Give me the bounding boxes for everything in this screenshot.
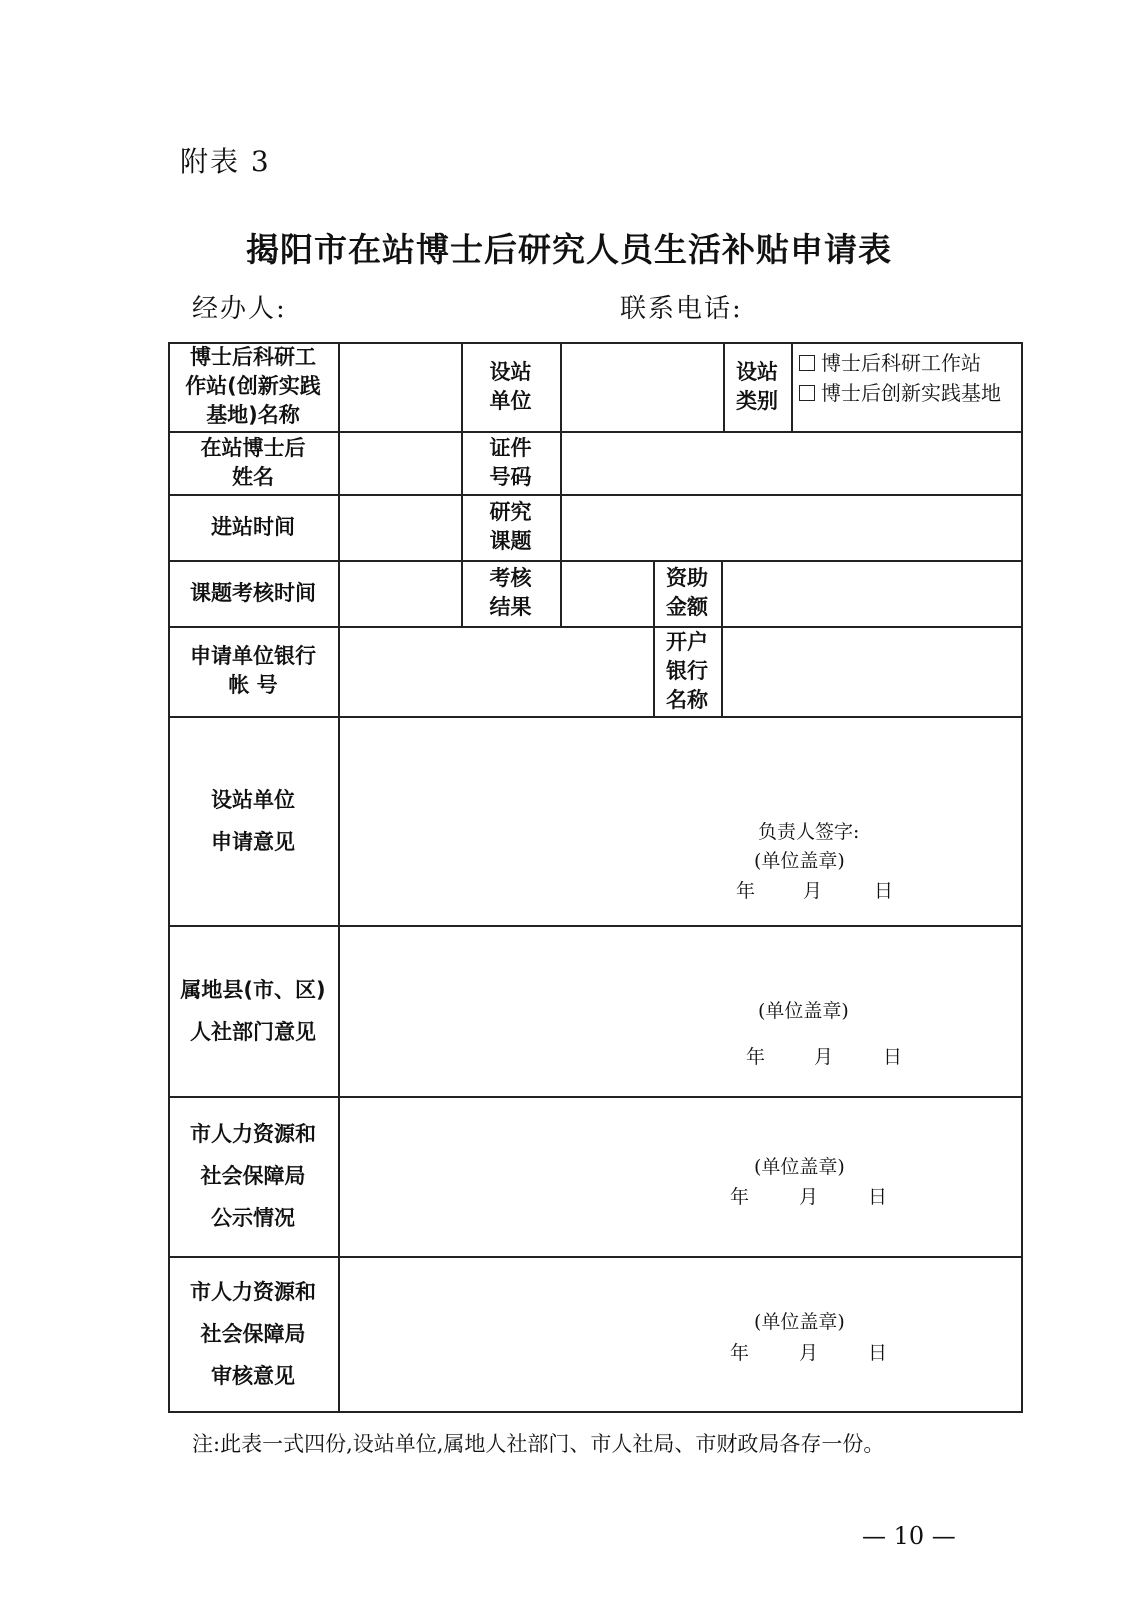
id-number-label: 证件 号码 [489,435,532,489]
grid-line [168,1411,1023,1413]
grid-line [338,342,340,1413]
unit-opinion-label: 设站单位 申请意见 [211,787,295,854]
grid-line [791,342,793,431]
date-day: 日 [868,1342,888,1364]
seal-label: (单位盖章) [758,1000,849,1022]
date-day: 日 [883,1046,903,1068]
date-day: 日 [874,880,894,902]
postdoc-name-label: 在站博士后 姓名 [200,435,306,489]
grid-line [560,342,562,626]
date-year: 年 [746,1046,766,1068]
signature-label: 负责人签字: [758,821,860,843]
date-month: 月 [803,880,823,902]
checkbox-icon[interactable] [799,355,815,371]
phone-label: 联系电话: [620,294,743,324]
grid-line [721,560,723,716]
date-month: 月 [814,1046,834,1068]
assessment-result-label: 考核 结果 [489,566,532,619]
funding-amount-label: 资助 金额 [666,566,708,619]
seal-label: (单位盖章) [754,1311,845,1333]
grid-line [1021,342,1023,1413]
type-option-label: 博士后科研工作站 [821,351,981,375]
date-year: 年 [736,880,756,902]
seal-label: (单位盖章) [754,1156,845,1178]
form-title: 揭阳市在站博士后研究人员生活补贴申请表 [246,230,892,269]
date-month: 月 [799,1342,819,1364]
page-number: — 10 — [862,1522,956,1550]
attachment-label: 附表 3 [180,145,271,178]
county-opinion-label: 属地县(市、区) 人社部门意见 [180,977,326,1044]
unit-label: 设站 单位 [489,359,532,413]
bureau-review-label: 市人力资源和 社会保障局 审核意见 [190,1279,316,1388]
workstation-name-label: 博士后科研工 作站(创新实践 基地)名称 [185,345,321,427]
research-topic-label: 研究 课题 [489,500,532,553]
type-option-workstation[interactable] [799,348,1023,378]
station-type-label: 设站 类别 [736,359,778,413]
date-month: 月 [799,1186,819,1208]
type-option-practice-base[interactable] [799,378,1023,408]
bureau-publicity-label: 市人力资源和 社会保障局 公示情况 [190,1122,316,1230]
station-type-options [799,348,1023,408]
bank-account-label: 申请单位银行 帐 号 [190,644,316,697]
date-day: 日 [868,1186,888,1208]
application-form-table [168,342,1023,1413]
handler-label: 经办人: [192,294,287,324]
entry-time-label: 进站时间 [211,514,295,539]
date-year: 年 [730,1186,750,1208]
bank-name-label: 开户 银行 名称 [666,629,708,712]
date-year: 年 [730,1342,750,1364]
seal-label: (单位盖章) [754,850,845,872]
assessment-time-label: 课题考核时间 [190,580,316,605]
checkbox-icon[interactable] [799,385,815,401]
type-option-label: 博士后创新实践基地 [821,381,1001,405]
footnote: 注:此表一式四份,设站单位,属地人社部门、市人社局、市财政局各存一份。 [192,1432,885,1456]
